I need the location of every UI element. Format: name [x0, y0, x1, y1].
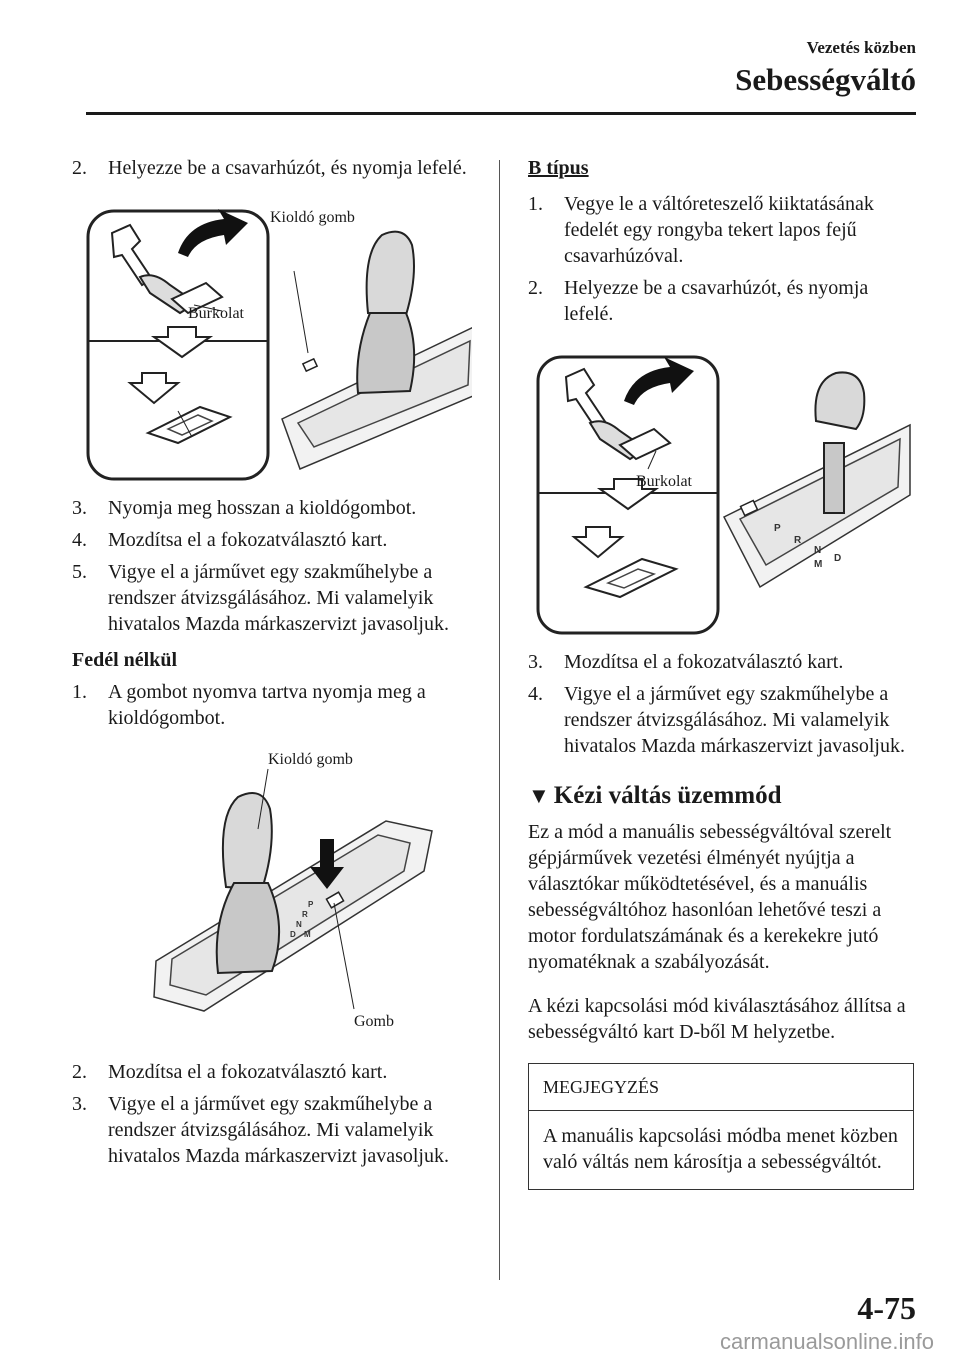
triangle-down-icon: ▼	[528, 783, 550, 808]
page-number: 4-75	[857, 1290, 916, 1326]
step: 4. Mozdítsa el a fokozatválasztó kart.	[72, 529, 388, 551]
step: 3. Mozdítsa el a fokozatválasztó kart.	[528, 651, 844, 673]
step: 3. Nyomja meg hosszan a kioldógombot.	[72, 497, 417, 519]
label-cover: Burkolat	[188, 305, 244, 322]
svg-text:P: P	[774, 523, 781, 534]
figure-release-button-no-cover	[72, 747, 472, 1047]
svg-text:P: P	[308, 900, 314, 909]
step: 2. Mozdítsa el a fokozatválasztó kart.	[72, 1061, 388, 1083]
label-cover: Burkolat	[636, 473, 692, 490]
step: 3. Vigye el a járművet egy szakműhelybe a rendszer átvizsgálásához. Mi valamelyik hivatalos Mazda márkaszervizt javasoljuk.	[72, 1093, 449, 1167]
type-heading: B típus	[528, 157, 589, 179]
note-box	[528, 1063, 914, 1190]
type-b-shifter-illustration	[528, 347, 918, 637]
step: 5. Vigye el a járművet egy szakműhelybe a rendszer átvizsgálásához. Mi valamelyik hivatalos Mazda márkaszervizt javasoljuk.	[72, 561, 449, 635]
paragraph: Ez a mód a manuális sebességváltóval szerelt gépjárművek vezetési élményét nyújtja a választókar működtetésével, és a manuális sebességváltóhoz hasonlóan lehetővé teszi a motor fordulatszámának és a kerekekre jutó nyomatéknak a szabályozását.	[528, 821, 892, 973]
left-column	[72, 155, 472, 1175]
right-column	[528, 155, 918, 1190]
header-rule	[86, 112, 916, 115]
label-knob: Gomb	[354, 1013, 394, 1030]
svg-text:R: R	[302, 910, 308, 919]
step: 1. Vegye le a váltóreteszelő kiiktatásának fedelét egy rongyba tekert lapos fejű csavarhúzóval.	[528, 193, 874, 267]
figure-release-button-cover	[72, 193, 472, 483]
svg-text:N: N	[296, 920, 302, 929]
watermark: carmanualsonline.info	[719, 1329, 934, 1354]
section-heading: ▼ Kézi váltás üzemmód	[528, 782, 782, 809]
label-release-button: Kioldó gomb	[270, 209, 355, 226]
header-section: Vezetés közben	[806, 38, 916, 57]
svg-text:N: N	[814, 545, 822, 556]
svg-text:D: D	[290, 930, 296, 939]
svg-text:M: M	[304, 930, 311, 939]
column-divider	[499, 160, 500, 1280]
step: 2. Helyezze be a csavarhúzót, és nyomja lefelé.	[72, 157, 467, 179]
svg-text:D: D	[834, 553, 842, 564]
step: 2. Helyezze be a csavarhúzót, és nyomja lefelé.	[528, 277, 869, 325]
note-heading: MEGJEGYZÉS	[529, 1064, 913, 1111]
step: 4. Vigye el a járművet egy szakműhelybe a rendszer átvizsgálásához. Mi valamelyik hivatalos Mazda márkaszervizt javasoljuk.	[528, 683, 905, 757]
paragraph: A kézi kapcsolási mód kiválasztásához állítsa a sebességváltó kart D-ből M helyzetbe.	[528, 995, 906, 1043]
step: 1. A gombot nyomva tartva nyomja meg a kioldógombot.	[72, 681, 426, 729]
page-title: Sebességváltó	[735, 62, 916, 97]
shifter-cover-illustration	[72, 193, 472, 483]
svg-text:R: R	[794, 535, 802, 546]
subheading: Fedél nélkül	[72, 649, 178, 671]
svg-text:M: M	[814, 559, 823, 570]
note-body: A manuális kapcsolási módba menet közben való váltás nem károsítja a sebességváltót.	[543, 1125, 898, 1173]
shifter-button-illustration	[72, 747, 472, 1047]
figure-type-b-cover	[528, 347, 918, 637]
label-release-button: Kioldó gomb	[268, 751, 353, 768]
